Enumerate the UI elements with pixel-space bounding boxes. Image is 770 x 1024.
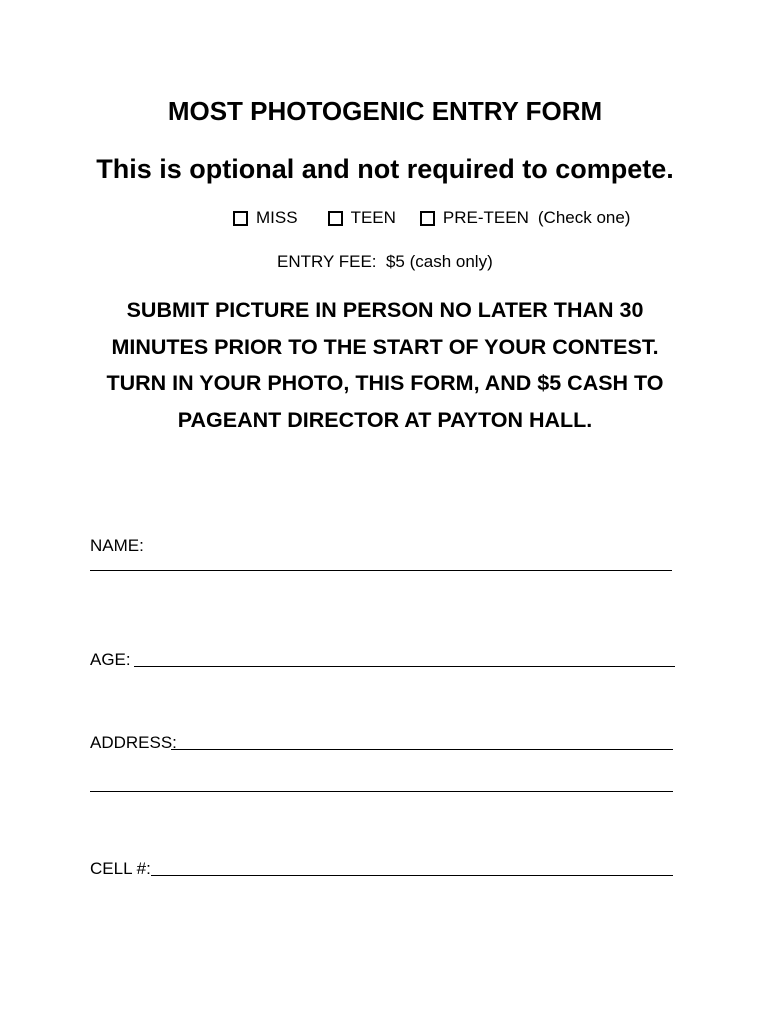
teen-label: TEEN (350, 208, 396, 227)
instruction-line: PAGEANT DIRECTOR AT PAYTON HALL. (177, 407, 593, 432)
instructions (0, 292, 770, 438)
name-label: NAME: (90, 536, 144, 555)
address-field (90, 733, 177, 753)
address-line[interactable] (171, 749, 673, 750)
miss-label: MISS (256, 208, 298, 227)
teen-checkbox[interactable] (328, 211, 343, 226)
instruction-line: TURN IN YOUR PHOTO, THIS FORM, AND $5 CASH TO (106, 371, 664, 395)
age-line[interactable] (134, 666, 675, 667)
option-teen[interactable] (328, 208, 396, 228)
option-miss[interactable] (233, 208, 298, 228)
name-line[interactable] (90, 570, 672, 571)
check-one-note: (Check one) (537, 208, 631, 227)
pre-teen-label: PRE-TEEN (442, 208, 529, 227)
entry-fee: ENTRY FEE: $5 (cash only) (277, 252, 493, 271)
form-subtitle: This is optional and not required to compete. (96, 154, 674, 184)
miss-checkbox[interactable] (233, 211, 248, 226)
category-options (233, 208, 630, 228)
address-line-2[interactable] (90, 791, 673, 792)
age-label: AGE: (90, 650, 131, 669)
instruction-line: SUBMIT PICTURE IN PERSON NO LATER THAN 30 (126, 298, 644, 322)
cell-line[interactable] (151, 875, 673, 876)
form-title: MOST PHOTOGENIC ENTRY FORM (167, 96, 603, 126)
address-label: ADDRESS: (90, 733, 177, 752)
cell-label: CELL #: (90, 859, 151, 878)
cell-field (90, 859, 151, 879)
option-pre-teen[interactable] (420, 208, 529, 228)
pre-teen-checkbox[interactable] (420, 211, 435, 226)
age-field (90, 650, 131, 670)
instruction-line: MINUTES PRIOR TO THE START OF YOUR CONTEST. (111, 334, 659, 359)
